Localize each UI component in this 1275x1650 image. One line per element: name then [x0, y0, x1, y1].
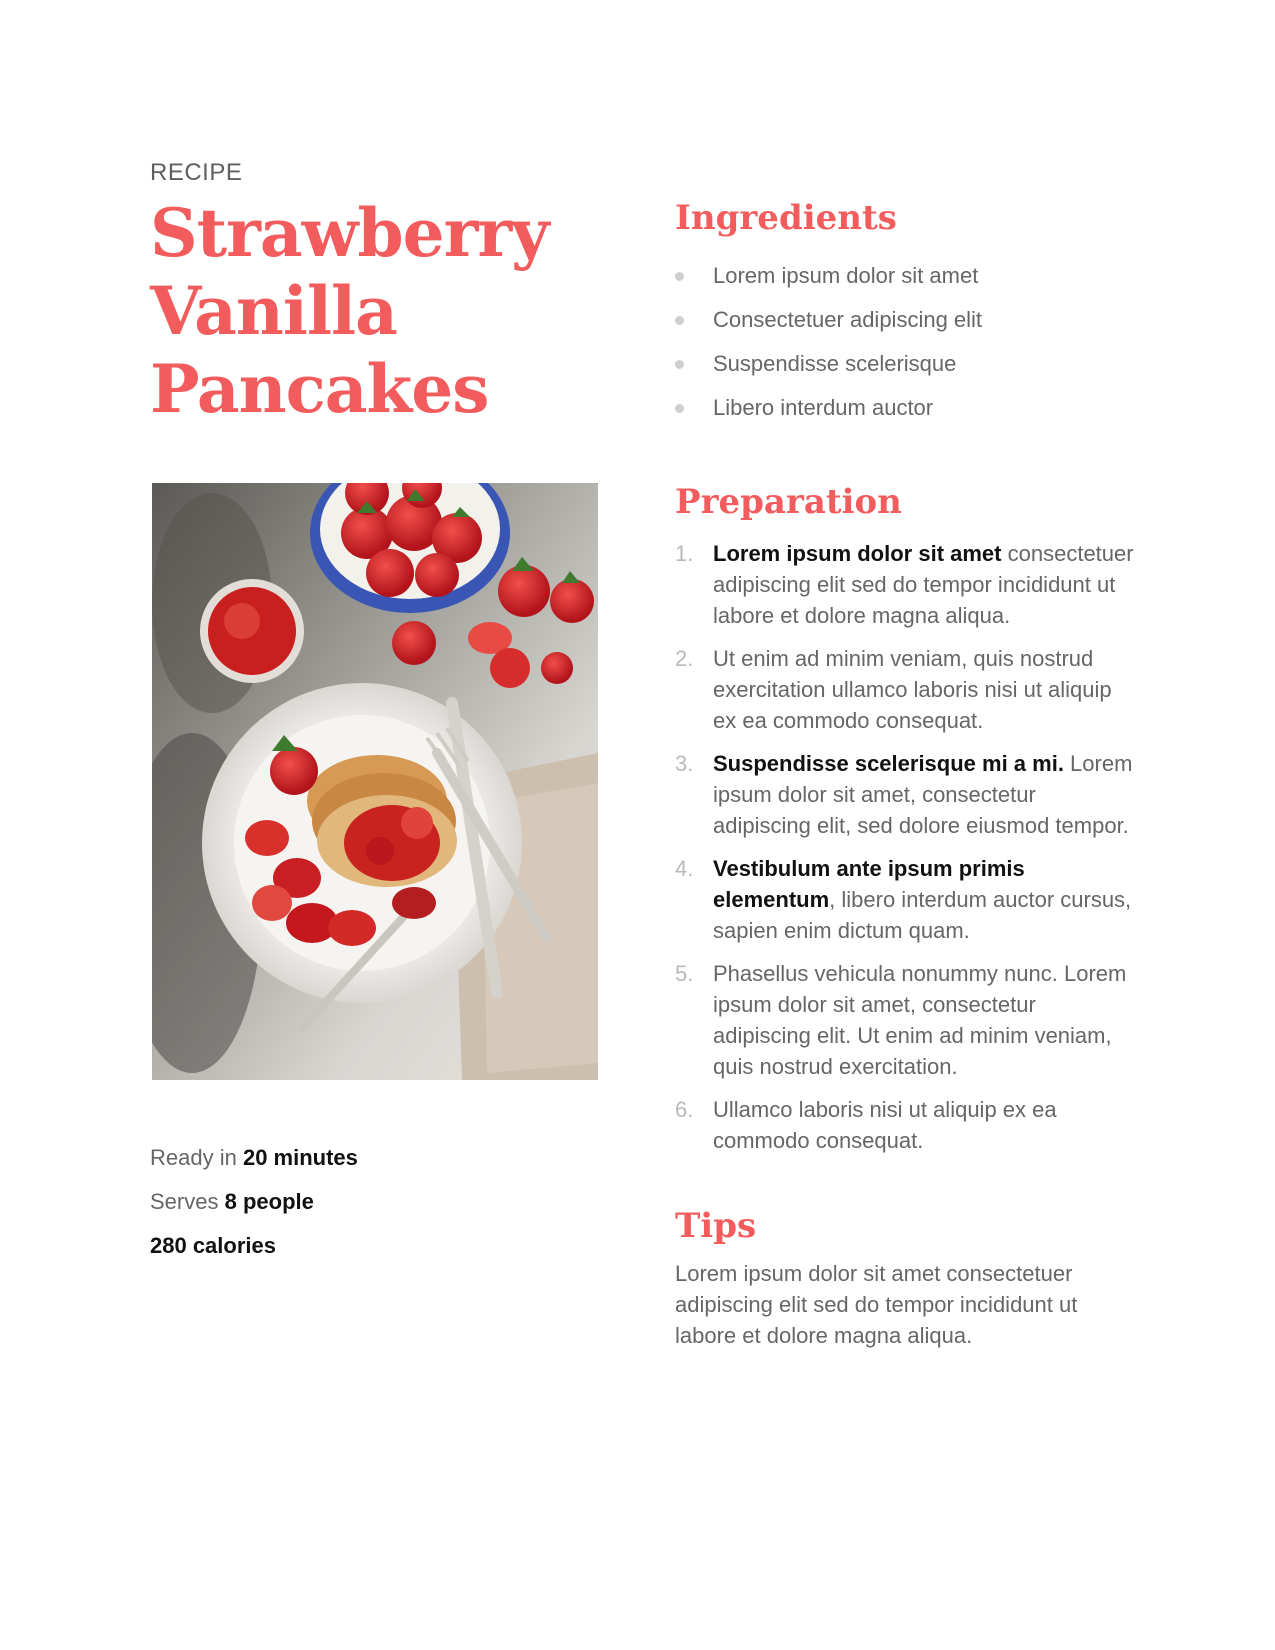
tips-heading: Tips — [675, 1206, 757, 1246]
preparation-step — [675, 958, 1135, 1082]
ingredient-text: Libero interdum auctor — [713, 395, 934, 420]
ingredient-text: Suspendisse scelerisque — [713, 351, 957, 376]
recipe-title-line: Strawberry — [150, 194, 549, 272]
tips-text: Lorem ipsum dolor sit amet consectetuer adipiscing elit sed do tempor incididunt ut labore et dolore magna aliqua. — [675, 1261, 1078, 1348]
ready-prefix: Ready in — [150, 1145, 237, 1170]
step-number: 2. — [675, 646, 694, 671]
preparation-step — [675, 748, 1135, 841]
ingredient-item — [675, 342, 1135, 386]
recipe-body — [675, 196, 1135, 1351]
ingredient-item — [675, 386, 1135, 430]
preparation-list — [675, 538, 1135, 1156]
preparation-heading: Preparation — [675, 482, 902, 522]
ingredients-heading: Ingredients — [675, 198, 897, 238]
ingredient-text: Consectetuer adipiscing elit — [713, 307, 983, 332]
ready-value: 20 minutes — [242, 1145, 358, 1170]
ingredient-item — [675, 298, 1135, 342]
recipe-meta — [150, 1136, 600, 1268]
step-bold-text: Lorem ipsum dolor sit amet — [713, 541, 1002, 566]
step-number: 1. — [675, 541, 694, 566]
step-text: Phasellus vehicula nonummy nunc. Lorem ipsum dolor sit amet, consectetur adipiscing elit. Ut enim ad minim veniam, quis nostrud exercitation. — [713, 961, 1127, 1079]
recipe-eyebrow: RECIPE — [150, 159, 243, 186]
step-number: 6. — [675, 1097, 694, 1122]
step-number: 3. — [675, 751, 694, 776]
bullet-icon — [675, 272, 684, 281]
step-text: consectetuer adipiscing elit sed do tempor incididunt ut labore et dolore magna aliqua. — [713, 541, 1134, 628]
step-text: Ullamco laboris nisi ut aliquip ex ea commodo consequat. — [713, 1097, 1057, 1153]
pancake-photo — [152, 483, 598, 1080]
preparation-step — [675, 853, 1135, 946]
bullet-icon — [675, 316, 684, 325]
recipe-header — [150, 158, 600, 428]
preparation-step — [675, 1094, 1135, 1156]
bullet-icon — [675, 360, 684, 369]
bullet-icon — [675, 404, 684, 413]
recipe-title — [150, 194, 600, 428]
serves-prefix: Serves — [150, 1189, 219, 1214]
servings — [150, 1180, 600, 1224]
ingredient-text: Lorem ipsum dolor sit amet — [713, 263, 979, 288]
step-text: Lorem ipsum dolor sit amet, consectetur adipiscing elit, sed dolore eiusmod tempor. — [713, 751, 1133, 838]
calories — [150, 1224, 600, 1268]
step-bold-text: Suspendisse scelerisque mi a mi. — [713, 751, 1064, 776]
preparation-step — [675, 643, 1135, 736]
step-text: , libero interdum auctor cursus, sapien enim dictum quam. — [713, 887, 1132, 943]
recipe-title-line: Vanilla — [150, 272, 397, 350]
step-number: 5. — [675, 961, 694, 986]
step-text: Ut enim ad minim veniam, quis nostrud exercitation ullamco laboris nisi ut aliquip ex ea commodo consequat. — [713, 646, 1112, 733]
serves-value: 8 people — [224, 1189, 314, 1214]
ingredient-item — [675, 254, 1135, 298]
recipe-title-line: Pancakes — [150, 350, 489, 428]
calories-value: 280 calories — [150, 1233, 276, 1258]
step-bold-text: Vestibulum ante ipsum primis elementum — [713, 856, 1025, 912]
ready-time — [150, 1136, 600, 1180]
step-number: 4. — [675, 856, 694, 881]
preparation-step — [675, 538, 1135, 631]
ingredients-list — [675, 254, 1135, 430]
